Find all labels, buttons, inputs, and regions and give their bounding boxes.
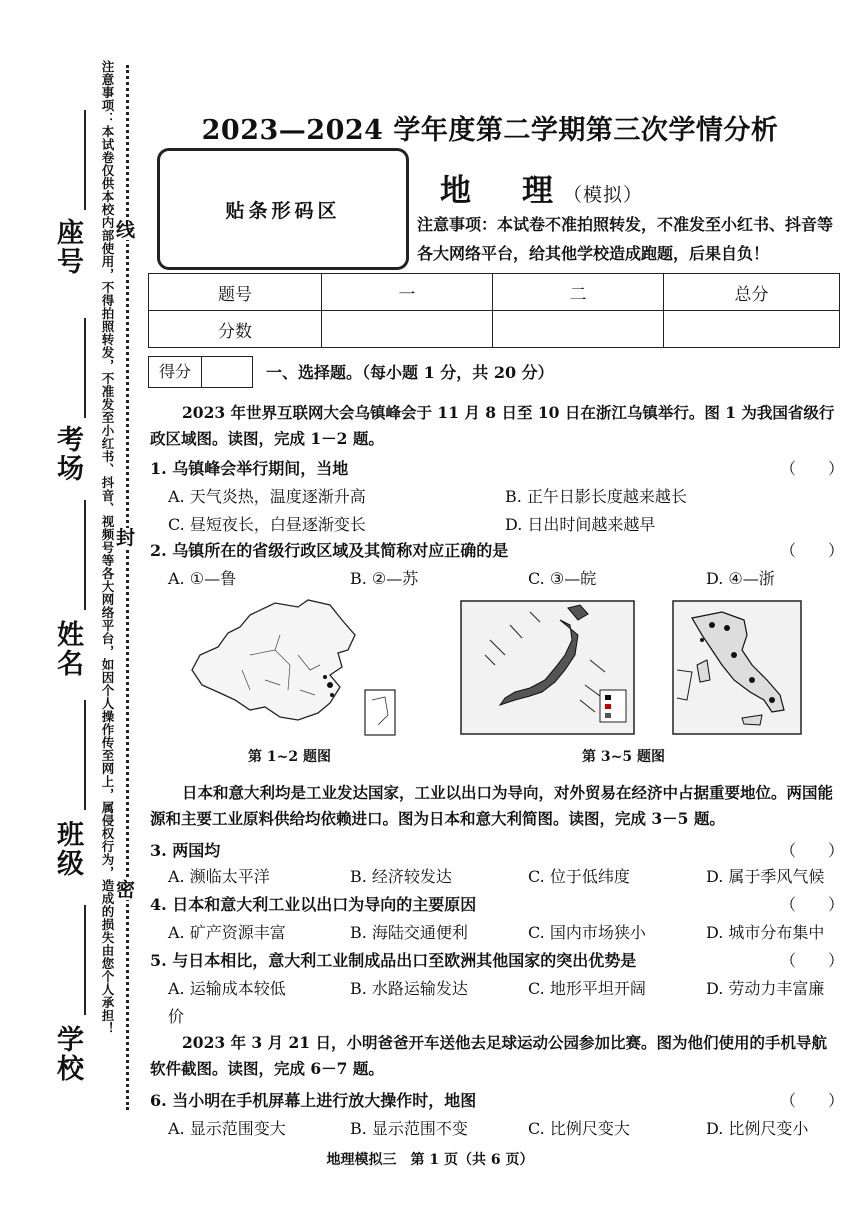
score-table [148, 273, 840, 348]
option: B. 显示范围不变 [350, 1119, 468, 1138]
score-cell[interactable] [493, 311, 664, 348]
china-map-figure [180, 595, 400, 740]
option: C. 国内市场狭小 [528, 923, 646, 942]
section-score-label: 得分 [149, 357, 202, 387]
option: A. 濒临太平洋 [168, 867, 270, 886]
seat-line [84, 110, 86, 210]
side-notice: 注意事项：本试卷仅供本校内部使用，不得拍照转发，不准发至小红书、抖音、视频号等各大网络平台，如因个人操作传至网上，属侵权行为，造成的损失由您个人承担！ [100, 60, 115, 1035]
option: D. 日出时间越来越早 [505, 515, 656, 534]
question-stem: 5. 与日本相比，意大利工业制成品出口至欧洲其他国家的突出优势是 [150, 951, 637, 970]
answer-paren[interactable]: （ ） [780, 895, 845, 914]
subject-note: （模拟） [563, 184, 644, 206]
school-label: 学校 [52, 1025, 83, 1083]
seal-char-secret: 密 [116, 879, 136, 901]
seat-label: 座号 [52, 218, 83, 276]
page-footer: 地理模拟三 第 1 页（共 6 页） [326, 1152, 534, 1168]
option: D. 劳动力丰富廉 [706, 979, 825, 998]
score-header-cell: 题号 [149, 274, 322, 311]
option: B. ②—苏 [350, 569, 419, 588]
option: C. 位于低纬度 [528, 867, 630, 886]
score-row-label: 分数 [149, 311, 322, 348]
answer-paren[interactable]: （ ） [780, 841, 845, 860]
class-line [84, 700, 86, 810]
option: D. 城市分布集中 [706, 923, 825, 942]
option: D. ④—浙 [706, 569, 775, 588]
name-label: 姓名 [52, 620, 83, 678]
passage-1: 2023 年世界互联网大会乌镇峰会于 11 月 8 日至 10 日在浙江乌镇举行。图 1 为我国省级行政区域图。读图，完成 1－2 题。 [150, 403, 835, 448]
score-cell[interactable] [664, 311, 840, 348]
barcode-area: 贴条形码区 [157, 148, 409, 270]
answer-paren[interactable]: （ ） [780, 951, 845, 970]
passage-3: 2023 年 3 月 21 日，小明爸爸开车送他去足球运动公园参加比赛。图为他们使用的手机导航软件截图。读图，完成 6－7 题。 [150, 1033, 827, 1078]
room-label: 考场 [52, 425, 83, 483]
figure-caption-1: 第 1~2 题图 [248, 749, 331, 765]
option: A. 运输成本较低 [168, 979, 286, 998]
option: A. ①—鲁 [168, 569, 237, 588]
answer-paren[interactable]: （ ） [780, 459, 845, 478]
section-score-blank[interactable] [202, 357, 252, 387]
option: B. 正午日影长度越来越长 [505, 487, 687, 506]
option: C. 昼短夜长，白昼逐渐变长 [168, 515, 366, 534]
room-line [84, 318, 86, 418]
figure-caption-2: 第 3~5 题图 [582, 749, 665, 765]
passage-2: 日本和意大利均是工业发达国家，工业以出口为导向，对外贸易在经济中占据重要地位。两国能源和主要工业原料供给均依赖进口。图为日本和意大利简图。读图，完成 3－5 题。 [150, 783, 834, 828]
question-stem: 1. 乌镇峰会举行期间，当地 [150, 459, 349, 478]
option: A. 矿产资源丰富 [168, 923, 286, 942]
option: A. 天气炎热，温度逐渐升高 [168, 487, 366, 506]
score-cell[interactable] [322, 311, 493, 348]
score-header-cell: 二 [493, 274, 664, 311]
class-label: 班级 [52, 820, 83, 878]
option: B. 经济较发达 [350, 867, 452, 886]
question-stem: 6. 当小明在手机屏幕上进行放大操作时，地图 [150, 1091, 477, 1110]
subject-name: 地 理 [440, 173, 563, 209]
score-header-cell: 总分 [664, 274, 840, 311]
question-stem: 2. 乌镇所在的省级行政区域及其简称对应正确的是 [150, 541, 509, 560]
question-stem: 4. 日本和意大利工业以出口为导向的主要原因 [150, 895, 477, 914]
header-notice: 注意事项：本试卷不准拍照转发，不准发至小红书、抖音等各大网络平台，给其他学校造成跑题，后果自负！ [417, 215, 834, 263]
school-line [84, 905, 86, 1015]
seal-char-line: 线 [116, 219, 136, 241]
answer-paren[interactable]: （ ） [780, 541, 845, 560]
option: B. 海陆交通便利 [350, 923, 468, 942]
seal-char-seal: 封 [116, 527, 136, 549]
option: C. ③—皖 [528, 569, 597, 588]
answer-paren[interactable]: （ ） [780, 1091, 845, 1110]
score-header-cell: 一 [322, 274, 493, 311]
italy-map-figure [672, 600, 802, 735]
option: D. 属于季风气候 [706, 867, 825, 886]
option-wrap: 价 [168, 1007, 185, 1026]
exam-title: 2023—2024 学年度第二学期第三次学情分析 [201, 115, 779, 146]
subject-title [440, 165, 643, 210]
section-title: 一、选择题。（每小题 1 分，共 20 分） [266, 363, 554, 382]
option: A. 显示范围变大 [168, 1119, 286, 1138]
japan-map-figure [460, 600, 635, 735]
option: C. 比例尺变大 [528, 1119, 630, 1138]
option: C. 地形平坦开阔 [528, 979, 646, 998]
section-score-box [148, 356, 253, 388]
question-stem: 3. 两国均 [150, 841, 221, 860]
name-line [84, 500, 86, 610]
option: D. 比例尺变小 [706, 1119, 809, 1138]
option: B. 水路运输发达 [350, 979, 468, 998]
